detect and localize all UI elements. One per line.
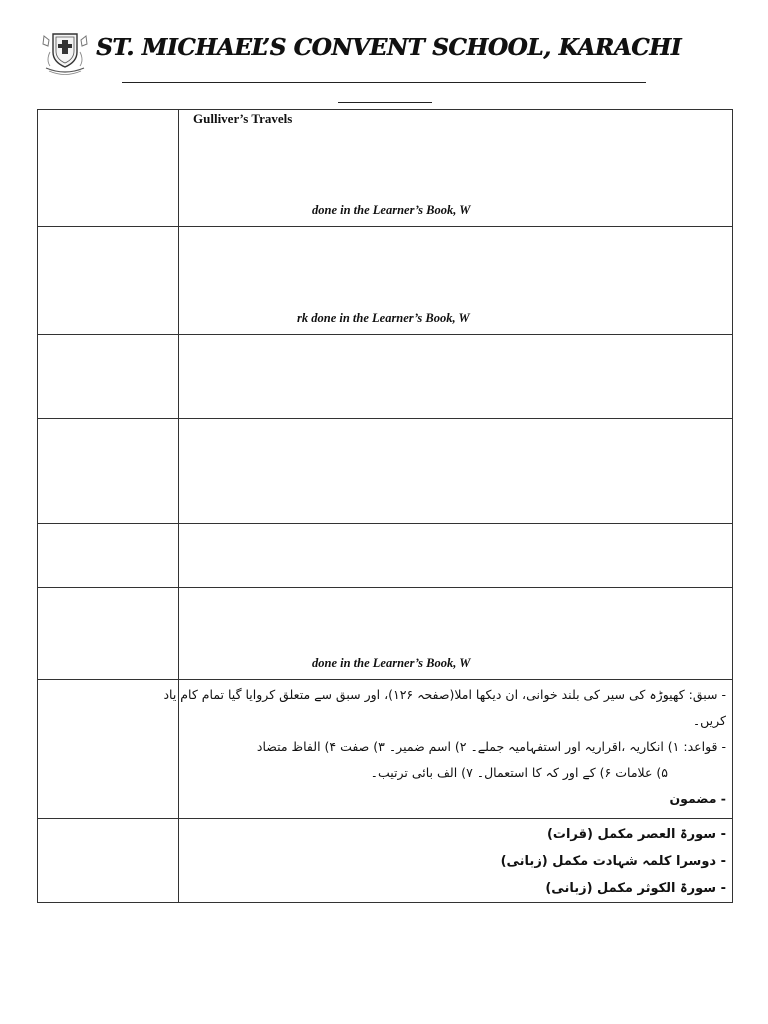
subject-cell xyxy=(38,588,179,680)
urdu-line: - دوسرا کلمہ شہادت مکمل (زبانی) xyxy=(500,854,726,869)
work-note: rk done in the Learner’s Book, W xyxy=(297,311,470,325)
subject-cell xyxy=(38,819,179,903)
school-name: ST. MICHAEL’S CONVENT SCHOOL, KARACHI xyxy=(96,34,682,61)
urdu-line: ۵) علامات ۶) کے اور کہ کا استعمال۔ ۷) الف بائی ترتیب۔ xyxy=(370,765,668,780)
header-short-divider xyxy=(338,102,432,103)
urdu-line: کریں۔ xyxy=(692,713,726,728)
subject-cell xyxy=(38,110,179,227)
subject-cell xyxy=(38,227,179,335)
urdu-line: - قواعد: ۱) انکاریہ ،اقراریہ اور استفہامیہ جملے۔ ۲) اسم ضمیر۔ ۳) صفت ۴) الفاظ متضاد xyxy=(256,739,726,754)
table-row xyxy=(38,680,733,819)
work-cell xyxy=(179,588,733,680)
work-cell xyxy=(179,227,733,335)
work-cell xyxy=(179,524,733,588)
work-note: done in the Learner’s Book, W xyxy=(312,656,471,670)
table-row xyxy=(38,588,733,680)
work-note: done in the Learner’s Book, W xyxy=(312,203,471,217)
table-row xyxy=(38,227,733,335)
islamiat-homework xyxy=(179,819,732,902)
table-row xyxy=(38,419,733,524)
urdu-line: - سبق: کھیوڑہ کی سیر کی بلند خوانی، ان دیکھا املا(صفحہ ۱۲۶)، اور سبق سے متعلق کروایا گیا تمام کام یاد xyxy=(163,687,726,702)
work-cell xyxy=(179,819,733,903)
subject-cell xyxy=(38,524,179,588)
urdu-homework xyxy=(163,680,732,812)
work-cell xyxy=(179,335,733,419)
work-cell xyxy=(179,419,733,524)
school-crest-icon xyxy=(40,30,90,78)
table-row xyxy=(38,819,733,903)
subject-cell xyxy=(38,680,179,819)
work-cell xyxy=(163,680,733,819)
work-cell xyxy=(179,110,733,227)
table-row xyxy=(38,110,733,227)
subject-cell xyxy=(38,419,179,524)
subject-cell xyxy=(38,335,179,419)
urdu-line: - مضمون xyxy=(669,791,726,806)
urdu-line: - سورۃ العصر مکمل (قرات) xyxy=(546,827,726,842)
book-title: Gulliver’s Travels xyxy=(193,111,293,126)
urdu-line: - سورۃ الکوثر مکمل (زبانی) xyxy=(545,881,726,896)
table-row xyxy=(38,335,733,419)
header-divider xyxy=(122,82,646,83)
homework-diary-table xyxy=(37,109,733,903)
table-row xyxy=(38,524,733,588)
